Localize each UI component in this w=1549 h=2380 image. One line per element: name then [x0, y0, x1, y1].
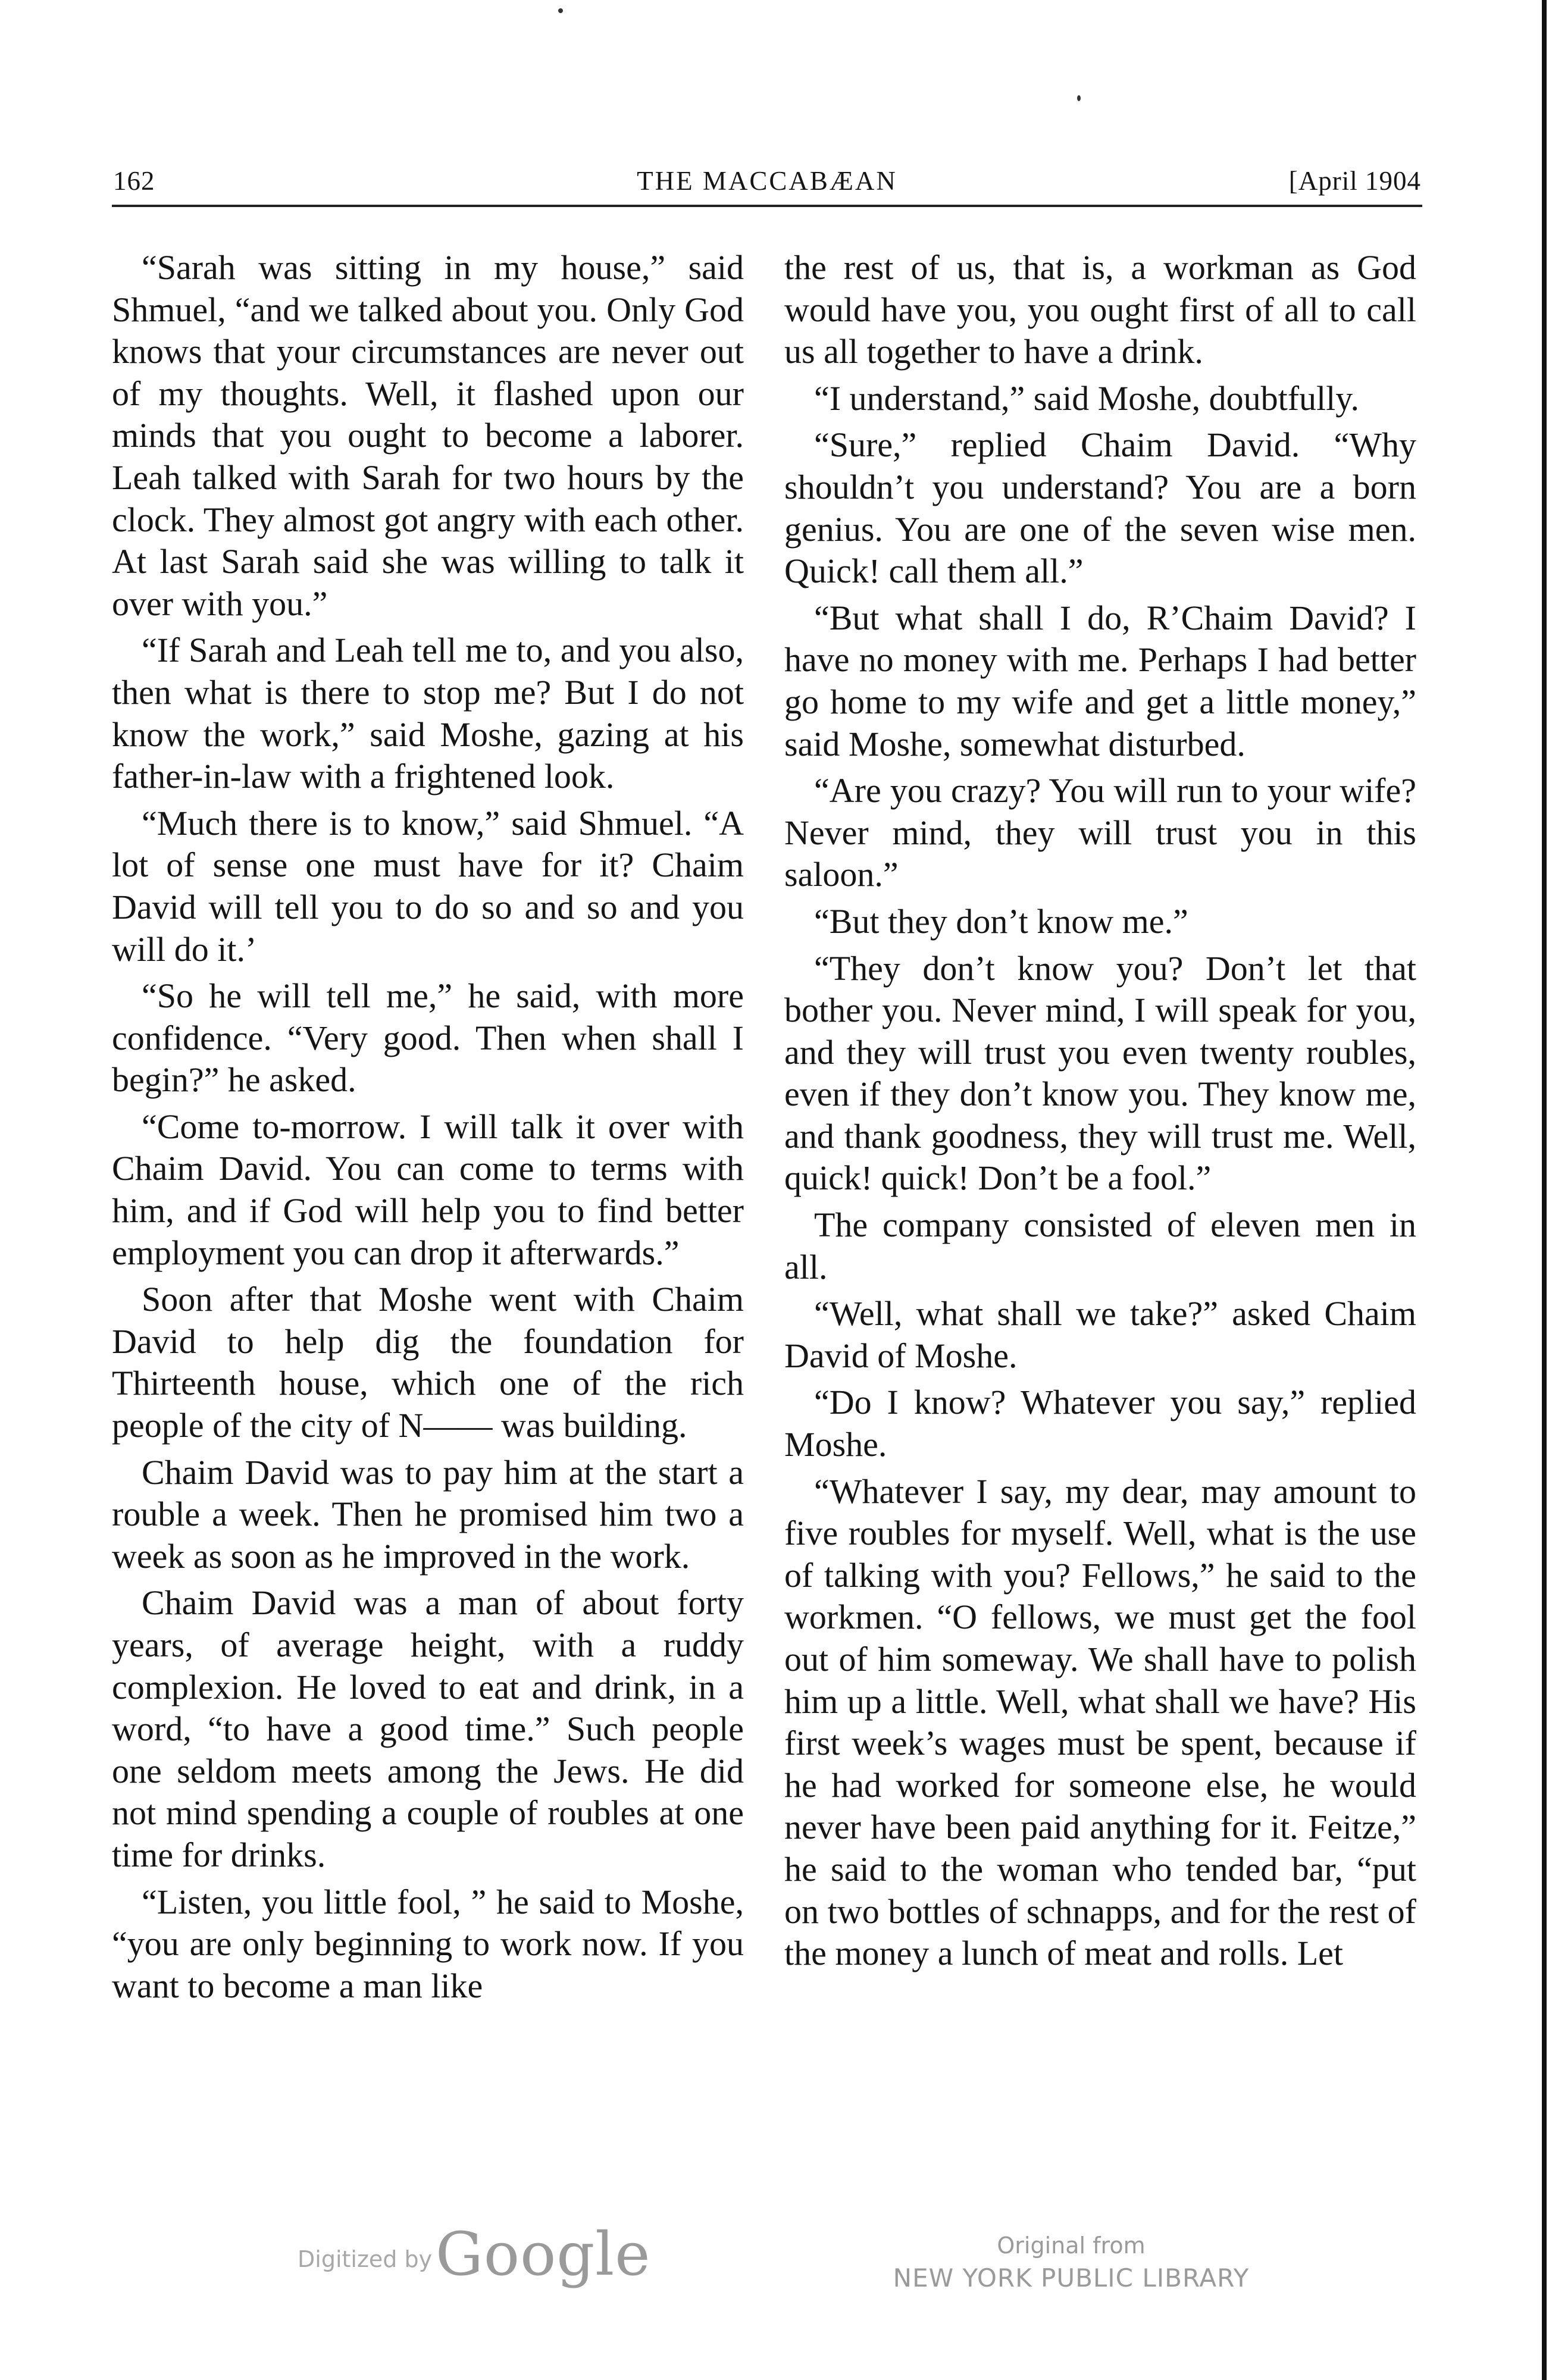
- paragraph: “Sure,” replied Chaim David. “Why shouldn’t you understand? You are a born genius. You are one of the seven wise men. Quick! call them all.”: [784, 425, 1416, 591]
- paragraph: “Come to-morrow. I will talk it over with Chaim David. You can come to terms with him, and if God will help you to find better employment you can drop it afterwards.”: [112, 1107, 744, 1272]
- paragraph: “Much there is to know,” said Shmuel. “A lot of sense one must have for it? Chaim David will tell you to do so and so and you will do it.’: [112, 803, 744, 969]
- library-name: NEW YORK PUBLIC LIBRARY: [893, 2263, 1250, 2293]
- digitized-by-watermark: [298, 2219, 651, 2303]
- scan-edge-line: [1542, 0, 1547, 2380]
- paragraph: “I understand,” said Moshe, doubtfully.: [814, 378, 1359, 418]
- paragraph: “Do I know? Whatever you say,” replied Moshe.: [784, 1383, 1416, 1464]
- header-rule: [112, 205, 1422, 207]
- library-watermark: [857, 2230, 1285, 2296]
- paragraph: “Are you crazy? You will run to your wife? Never mind, they will trust you in this saloon.”: [784, 771, 1416, 894]
- paragraph: “But what shall I do, R’Chaim David? I have no money with me. Perhaps I had better go home to my wife and get a little money,” said Moshe, somewhat disturbed.: [784, 598, 1416, 763]
- paragraph: Chaim David was to pay him at the start a rouble a week. Then he promised him two a week as soon as he improved in the work.: [112, 1452, 744, 1576]
- paragraph-continued: the rest of us, that is, a workman as God would have you, you ought first of all to call us all together to have a drink.: [784, 248, 1416, 371]
- right-column: [784, 247, 1416, 1980]
- left-column: [112, 247, 744, 2012]
- digitized-by-label: Digitized by: [298, 2246, 433, 2272]
- scan-speck: [1077, 95, 1081, 101]
- paragraph: “But they don’t know me.”: [814, 901, 1188, 941]
- original-from-label: Original from: [997, 2232, 1146, 2259]
- paragraph: “Sarah was sitting in my house,” said Shmuel, “and we talked about you. Only God knows that your circumstances are never out of my thoughts. Well, it flashed upon our minds that you ought to become a laborer. Leah talked with Sarah for two hours by the clock. They almost got angry with each other. At last Sarah said she was willing to talk it over with you.”: [112, 248, 744, 623]
- paragraph: “If Sarah and Leah tell me to, and you also, then what is there to stop me? But I do not know the work,” said Moshe, gazing at his father-in-law with a frightened look.: [112, 631, 744, 796]
- paragraph: “They don’t know you? Don’t let that bother you. Never mind, I will speak for you, and they will trust you even twenty roubles, even if they don’t know you. They know me, and thank goodness, they will trust me. Well, quick! quick! Don’t be a fool.”: [784, 948, 1416, 1198]
- paragraph: The company consisted of eleven men in all.: [784, 1205, 1416, 1286]
- running-title: THE MACCABÆAN: [637, 166, 897, 196]
- paragraph: “Well, what shall we take?” asked Chaim David of Moshe.: [784, 1294, 1416, 1375]
- issue-date: [April 1904: [1288, 166, 1421, 196]
- paragraph: Chaim David was a man of about forty years, of average height, with a ruddy complexion. He loved to eat and drink, in a word, “to have a good time.” Such people one seldom meets among the Jews. He did not mind spending a couple of roubles at one time for drinks.: [112, 1583, 744, 1874]
- paragraph: “Listen, you little fool, ” he said to Moshe, “you are only beginning to work now. If you want to become a man like: [112, 1882, 744, 2005]
- scan-speck: [558, 8, 563, 13]
- page-number: 162: [113, 166, 155, 196]
- paragraph: “So he will tell me,” he said, with more confidence. “Very good. Then when shall I begin?” he asked.: [112, 976, 744, 1100]
- running-header: [113, 165, 1421, 201]
- paragraph: Soon after that Moshe went with Chaim David to help dig the foundation for Thirteenth house, which one of the rich people of the city of N—— was building.: [112, 1280, 744, 1445]
- google-logo: Google: [436, 2219, 651, 2289]
- paragraph: “Whatever I say, my dear, may amount to five roubles for myself. Well, what is the use of talking with you? Fellows,” he said to the workmen. “O fellows, we must get the fool out of him someway. We shall have to polish him up a little. Well, what shall we have? His first week’s wages must be spent, because if he had worked for someone else, he would never have been paid anything for it. Feitze,” he said to the woman who tended bar, “put on two bottles of schnapps, and for the rest of the money a lunch of meat and rolls. Let: [784, 1471, 1416, 1973]
